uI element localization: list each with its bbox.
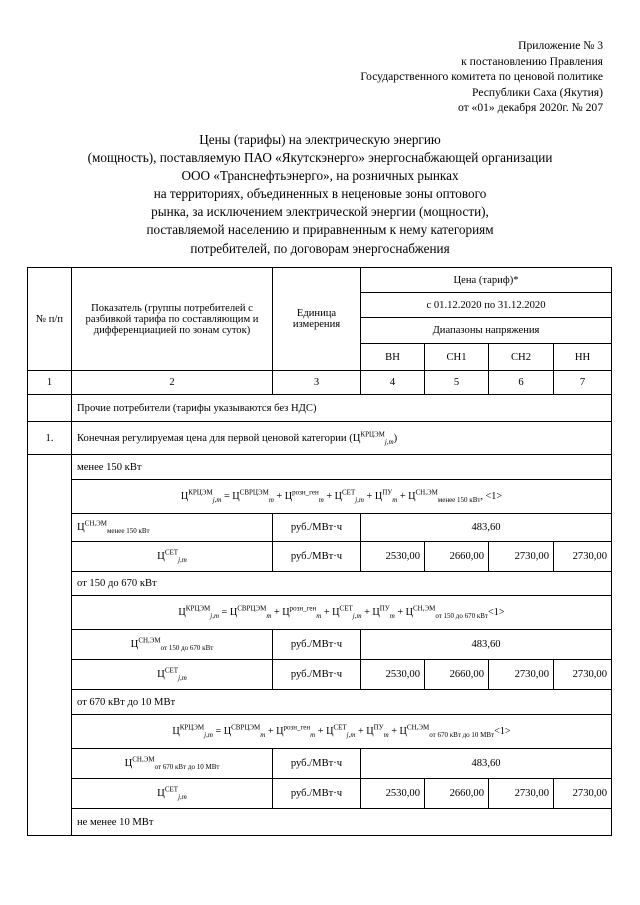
unit: руб./МВт·ч	[273, 542, 361, 572]
formula: $Ц^{КРЦЭМ}_{j,m} = Ц^{СВРЦЭМ}_m + Ц^{розн\_ген}_m + Ц^{СЕТ}_{j,m} + Ц^{ПУ}_m + Ц^{СН,ЭМ}_{от 670 кВт до 10 МВт}<1>$	[72, 715, 612, 749]
unit: руб./МВт·ч	[273, 514, 361, 542]
sbyt-value: 483,60	[361, 749, 612, 779]
header-num: № п/п	[28, 268, 72, 371]
value-vn: 2530,00	[361, 660, 425, 690]
appendix-block	[273, 38, 603, 116]
unit: руб./МВт·ч	[273, 749, 361, 779]
value-sn2: 2730,00	[489, 542, 554, 572]
header-period: с 01.12.2020 по 31.12.2020	[361, 293, 612, 318]
value-sn1: 2660,00	[425, 660, 489, 690]
col-number: 2	[72, 371, 273, 395]
header-vn: ВН	[361, 344, 425, 371]
appendix-line: Приложение № 3	[518, 39, 603, 52]
group-label: менее 150 кВт	[72, 455, 612, 480]
value-vn: 2530,00	[361, 779, 425, 809]
appendix-line: Республики Саха (Якутия)	[472, 85, 603, 99]
other-consumers: Прочие потребители (тарифы указываются без НДС)	[72, 395, 612, 422]
sbyt-markup-label: $Ц^{СН,ЭМ}_{от 150 до 670 кВт}$	[72, 630, 273, 660]
formula: $Ц^{КРЦЭМ}_{j,m} = Ц^{СВРЦЭМ}_m + Ц^{розн\_ген}_m + Ц^{СЕТ}_{j,m} + Ц^{ПУ}_m + Ц^{СН,ЭМ}_{от 150 до 670 кВт}<1>$	[72, 596, 612, 630]
network-label: $Ц^{СЕТ}_{j,m}$	[72, 542, 273, 572]
value-sn2: 2730,00	[489, 660, 554, 690]
col-number: 6	[489, 371, 554, 395]
tariff-table	[27, 267, 612, 836]
header-indicator: Показатель (группы потребителей с разбивкой тарифа по составляющим и дифференциацией по зонам суток)	[72, 268, 273, 371]
network-label: $Ц^{СЕТ}_{j,m}$	[72, 660, 273, 690]
value-sn1: 2660,00	[425, 779, 489, 809]
header-sn2: СН2	[489, 344, 554, 371]
appendix-line: от «01» декабря 2020г. № 207	[457, 101, 603, 115]
formula: $Ц^{КРЦЭМ}_{j,m} = Ц^{СВРЦЭМ}_m + Ц^{розн\_ген}_m + Ц^{СЕТ}_{j,m} + Ц^{ПУ}_m + Ц^{СН,ЭМ}_{менее 150 кВт}$, <1>	[72, 480, 612, 514]
title-line: поставляемой населению и приравненным к нему категориям	[146, 222, 494, 238]
value-sn2: 2730,00	[489, 779, 554, 809]
col-number: 4	[361, 371, 425, 395]
group-label: от 150 до 670 кВт	[72, 572, 612, 596]
header-unit: Единица измерения	[273, 268, 361, 371]
group-label: от 670 кВт до 10 МВт	[72, 690, 612, 715]
title-line: потребителей, по договорам энергоснабжения	[190, 240, 450, 256]
value-nn: 2730,00	[554, 660, 612, 690]
row-number: 1.	[28, 422, 72, 455]
title-line: на территориях, объединенных в неценовые зоны оптового	[153, 186, 487, 202]
sbyt-markup-label: $Ц^{СН,ЭМ}_{менее 150 кВт}$	[72, 514, 273, 542]
value-nn: 2730,00	[554, 779, 612, 809]
value-vn: 2530,00	[361, 542, 425, 572]
sbyt-value: 483,60	[361, 514, 612, 542]
unit: руб./МВт·ч	[273, 660, 361, 690]
col-number: 5	[425, 371, 489, 395]
unit: руб./МВт·ч	[273, 630, 361, 660]
sbyt-markup-label: $Ц^{СН,ЭМ}_{от 670 кВт до 10 МВт}$	[72, 749, 273, 779]
col-number: 1	[28, 371, 72, 395]
value-nn: 2730,00	[554, 542, 612, 572]
sbyt-value: 483,60	[361, 630, 612, 660]
col-number: 3	[273, 371, 361, 395]
title-line: Цены (тарифы) на электрическую энергию	[199, 132, 441, 147]
title-line: (мощность), поставляемую ПАО «Якутскэнерго» энергоснабжающей организации	[87, 150, 553, 166]
header-sn1: СН1	[425, 344, 489, 371]
appendix-line: к постановлению Правления	[461, 54, 603, 68]
appendix-line: Государственного комитета по ценовой политике	[360, 70, 603, 84]
network-label: $Ц^{СЕТ}_{j,m}$	[72, 779, 273, 809]
header-price: Цена (тариф)*	[361, 268, 612, 293]
final-price-row: Конечная регулируемая цена для первой ценовой категории $(Ц^{КРЦЭМ}_{j,m})$	[72, 422, 612, 455]
unit: руб./МВт·ч	[273, 779, 361, 809]
title-line: рынка, за исключением электрической энергии (мощности),	[151, 204, 489, 220]
value-sn1: 2660,00	[425, 542, 489, 572]
group-label: не менее 10 МВт	[72, 809, 612, 836]
col-number: 7	[554, 371, 612, 395]
header-nn: НН	[554, 344, 612, 371]
document-title	[30, 131, 610, 258]
header-ranges: Диапазоны напряжения	[361, 318, 612, 344]
title-line: ООО «Транснефтьэнерго», на розничных рынках	[181, 168, 459, 184]
